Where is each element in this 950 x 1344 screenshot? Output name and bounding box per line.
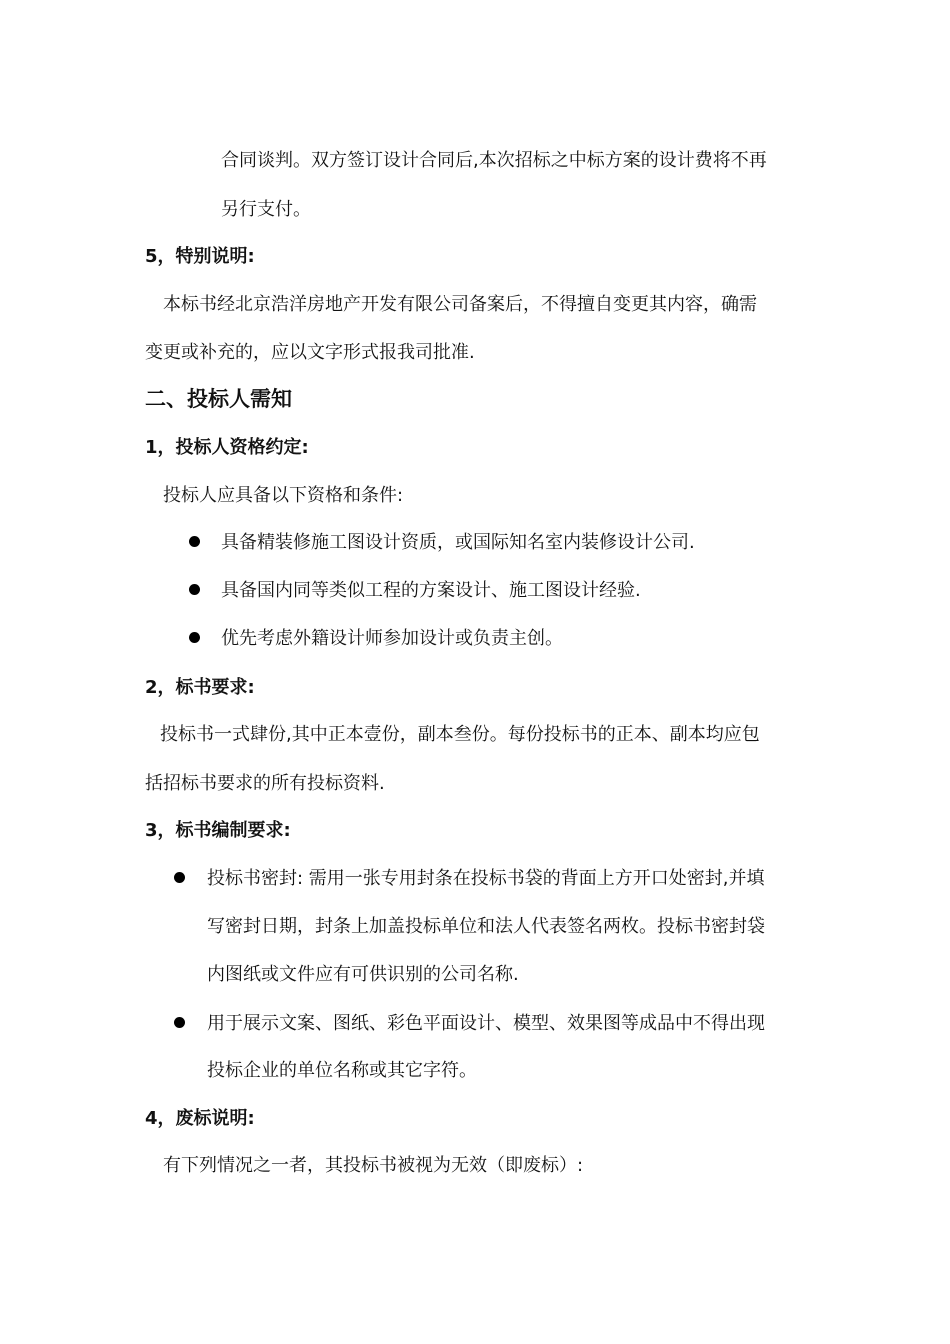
invalid-bid-heading: 4，废标说明: xyxy=(145,1108,255,1129)
contract-paragraph-line-2: 另行支付。 xyxy=(221,199,311,220)
qualification-intro: 投标人应具备以下资格和条件: xyxy=(163,485,404,506)
qualification-item-3: 优先考虑外籍设计师参加设计或负责主创。 xyxy=(221,628,563,649)
qualification-heading: 1，投标人资格约定: xyxy=(145,437,309,458)
bullet-icon xyxy=(189,584,200,595)
section-two-title: 二、投标人需知 xyxy=(145,387,292,411)
qualification-item-1: 具备精装修施工图设计资质，或国际知名室内装修设计公司. xyxy=(221,532,695,553)
bullet-icon xyxy=(174,872,185,883)
invalid-bid-intro: 有下列情况之一者，其投标书被视为无效（即废标）: xyxy=(163,1155,584,1176)
bullet-icon xyxy=(189,536,200,547)
qualification-item-2: 具备国内同等类似工程的方案设计、施工图设计经验. xyxy=(221,580,641,601)
compile-item-2-line-2: 投标企业的单位名称或其它字符。 xyxy=(207,1060,477,1081)
compile-item-1-line-1: 投标书密封: 需用一张专用封条在投标书袋的背面上方开口处密封,并填 xyxy=(207,868,765,889)
bid-requirement-heading: 2，标书要求: xyxy=(145,677,255,698)
special-note-heading: 5，特别说明: xyxy=(145,246,255,267)
compile-item-1-line-3: 内图纸或文件应有可供识别的公司名称. xyxy=(207,964,519,985)
bid-requirement-line-2: 括招标书要求的所有投标资料. xyxy=(145,773,385,794)
special-note-line-1: 本标书经北京浩洋房地产开发有限公司备案后，不得擅自变更其内容，确需 xyxy=(163,294,757,315)
bullet-icon xyxy=(174,1017,185,1028)
compile-item-2-line-1: 用于展示文案、图纸、彩色平面设计、模型、效果图等成品中不得出现 xyxy=(207,1013,765,1034)
compile-requirement-heading: 3，标书编制要求: xyxy=(145,820,291,841)
compile-item-1-line-2: 写密封日期，封条上加盖投标单位和法人代表签名两枚。投标书密封袋 xyxy=(207,916,765,937)
bid-requirement-line-1: 投标书一式肆份,其中正本壹份，副本叁份。每份投标书的正本、副本均应包 xyxy=(160,724,760,745)
bullet-icon xyxy=(189,632,200,643)
contract-paragraph-line-1: 合同谈判。双方签订设计合同后,本次招标之中标方案的设计费将不再 xyxy=(221,150,767,171)
special-note-line-2: 变更或补充的，应以文字形式报我司批准. xyxy=(145,342,475,363)
